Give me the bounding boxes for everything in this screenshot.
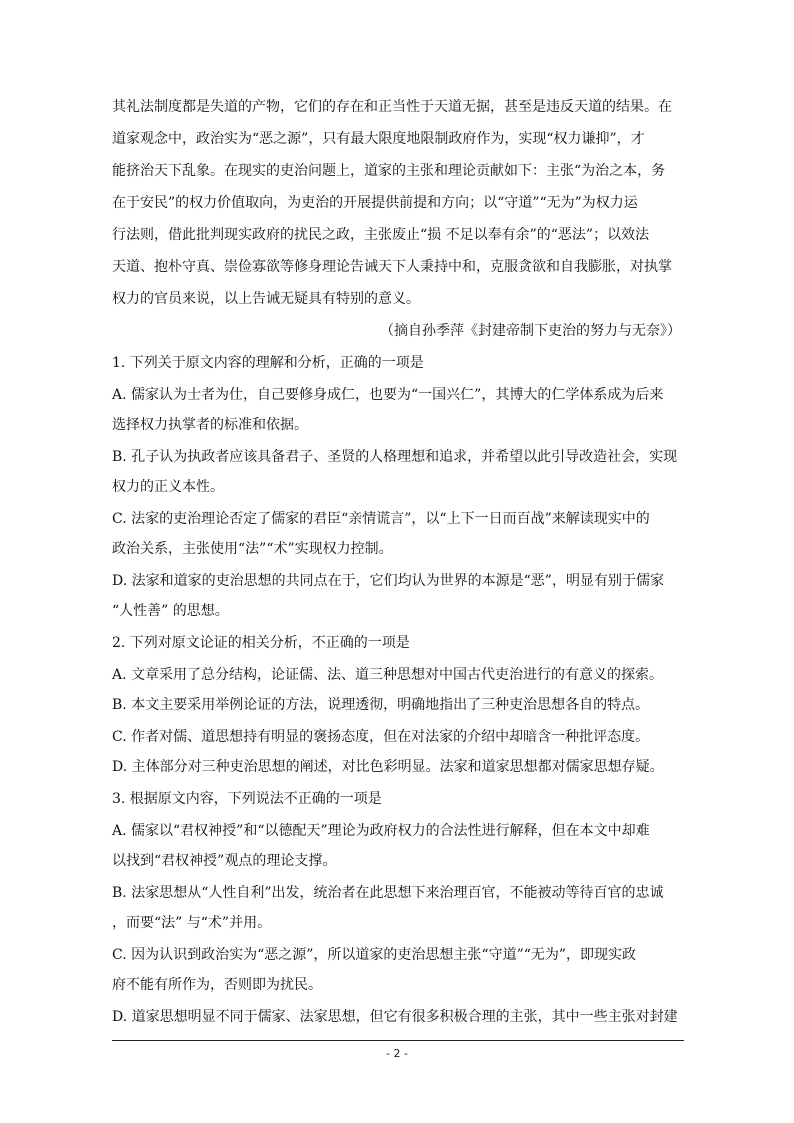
option-line: 以找到“君权神授”观点的理论支撑。: [112, 853, 337, 869]
option-line: 政治关系，主张使用“法”“术”实现权力控制。: [112, 541, 393, 557]
passage-line: 在于安民”的权力价值取向，为吏治的开展提供前提和方向；以“守道”“无为”为权力运: [112, 195, 638, 211]
option-line: B. 法家思想从“人性自利”出发，统治者在此思想下来治理百官，不能被动等待百官的忠诚: [112, 885, 664, 901]
passage-line: 道家观念中，政治实为“恶之源”，只有最大限度地限制政府作为，实现“权力谦抑”，才: [112, 131, 645, 147]
option-line: 权力的正义本性。: [112, 479, 224, 495]
option-line: B. 孔子认为执政者应该具备君子、圣贤的人格理想和追求，并希望以此引导改造社会，实现: [112, 449, 678, 465]
footer-divider: [112, 1040, 684, 1041]
option-line: A. 儒家认为士者为仕，自己要修身成仁，也要为“一国兴仁”，其博大的仁学体系成为后来: [112, 387, 664, 403]
option-line: C. 作者对儒、道思想持有明显的褒扬态度，但在对法家的介绍中却暗含一种批评态度。: [112, 729, 650, 745]
option-line: C. 因为认识到政治实为“恶之源”，所以道家的吏治思想主张“守道”“无为”，即现实政: [112, 947, 637, 963]
option-line: A. 文章采用了总分结构，论证儒、法、道三种思想对中国古代吏治进行的有意义的探索。: [112, 667, 664, 683]
option-line: 府不能有所作为，否则即为扰民。: [112, 977, 322, 993]
page-number: - 2 -: [386, 1047, 408, 1060]
question-3-stem: 3. 根据原文内容，下列说法不正确的一项是: [112, 791, 382, 807]
passage-line: 其礼法制度都是失道的产物，它们的存在和正当性于天道无据，甚至是违反天道的结果。在: [112, 99, 672, 115]
option-line: B. 本文主要采用举例论证的方法，说理透彻，明确地指出了三种吏治思想各自的特点。: [112, 697, 650, 713]
option-line: “人性善” 的思想。: [112, 603, 229, 619]
option-line: D. 法家和道家的吏治思想的共同点在于，它们均认为世界的本源是“恶”，明显有别于儒家: [112, 573, 664, 589]
option-line: ，而要“法” 与“术”并用。: [112, 915, 272, 931]
option-line: D. 主体部分对三种吏治思想的阐述，对比色彩明显。法家和道家思想都对儒家思想存疑。: [112, 759, 664, 775]
option-line: 选择权力执掌者的标准和依据。: [112, 417, 308, 433]
option-line: D. 道家思想明显不同于儒家、法家思想，但它有很多积极合理的主张，其中一些主张对封建: [112, 1009, 678, 1025]
passage-line: 权力的官员来说，以上告诫无疑具有特别的意义。: [112, 291, 420, 307]
option-line: A. 儒家以“君权神授”和“以德配天”理论为政府权力的合法性进行解释，但在本文中却难: [112, 823, 650, 839]
passage-line: 天道、抱朴守真、崇俭寡欲等修身理论告诫天下人秉持中和，克服贪欲和自我膨胀，对执掌: [112, 259, 672, 275]
passage-line: 行法则，借此批判现实政府的扰民之政，主张废止“损 不足以奉有余”的“恶法”；以效法: [112, 227, 650, 243]
option-line: C. 法家的吏治理论否定了儒家的君臣“亲情谎言”，以“上下一日而百战”来解读现实中的: [112, 511, 650, 527]
question-1-stem: 1. 下列关于原文内容的理解和分析，正确的一项是: [112, 355, 424, 371]
source-citation: （摘自孙季萍《封建帝制下吏治的努力与无奈》）: [380, 323, 681, 339]
passage-line: 能挤治天下乱象。在现实的吏治问题上，道家的主张和理论贡献如下：主张“为治之本，务: [112, 163, 666, 179]
question-2-stem: 2. 下列对原文论证的相关分析，不正确的一项是: [112, 635, 410, 651]
